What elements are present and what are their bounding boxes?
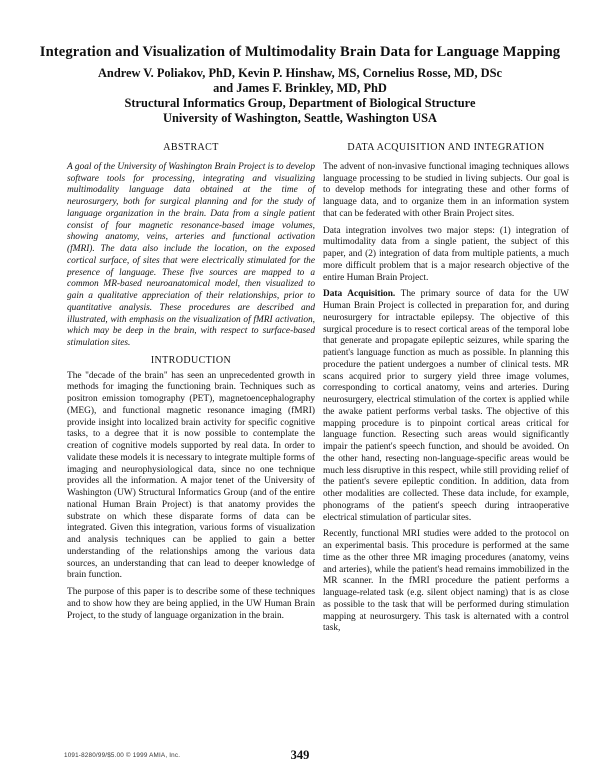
affiliation-line-2: University of Washington, Seattle, Washington USA xyxy=(163,111,437,125)
data-acquisition-paragraph-3-text: The primary source of data for the UW Human Brain Project is collected in preparation for, and during neurosurgery for intractable epilepsy. The objective of this surgical procedure is to resect cortical areas of the temporal lobe that generate and propagate epileptic seizures, while sparing the patient's language function as much as possible. In planning this procedure the patient undergoes a number of clinical tests. MR scans acquired prior to surgery yield three image volumes, corresponding to cortical anatomy, veins and arteries. During neurosurgery, electrical stimulation of the cortex is applied while the awake patient performs verbal tasks. The objective of this mapping procedure is to pinpoint cortical areas critical for language function. Resecting such areas would significantly impair the patient's speech function, and should be avoided. On the other hand, resecting non-language-specific areas would be much less disruptive in this respect, while still providing relief of the patient's severe epileptic condition. In addition, data from other modalities are collected. These data include, for example, phonograms of the patient's speech during intraoperative electrical stimulation of particular sites. xyxy=(323,289,569,523)
author-block xyxy=(0,66,600,126)
left-column xyxy=(67,142,315,627)
introduction-paragraph-2: The purpose of this paper is to describe some of these techniques and to show how they are being applied, in the UW Human Brain Project, to the study of language organization in the brain. xyxy=(67,587,315,621)
data-acquisition-paragraph-1: The advent of non-invasive functional imaging techniques allows language processing to be studied in living subjects. Our goal is to develop methods for integrating these and other forms of language data, and to organize them in an information system that can be federated with other Brain Project sites. xyxy=(323,161,569,219)
data-acquisition-runin-heading: Data Acquisition. xyxy=(323,289,396,300)
abstract-text: A goal of the University of Washington Brain Project is to develop software tools for processing, integrating and visualizing multimodality language data obtained at the time of neurosurgery, both for surgical planning and for the study of language organization in the brain. Data from a single patient consist of four magnetic resonance-based image volumes, showing anatomy, veins, arteries and functional activation (fMRI). The data also include the location, on the exposed cortical surface, of sites that were electrically stimulated for the presence of language. These five sources are mapped to a common MR-based neuroanatomical model, then visualized to gain a qualitative appreciation of their relationships, prior to quantitative analysis. These procedures are described and illustrated, with emphasis on the visualization of fMRI activation, which may be deep in the brain, with respect to surface-based stimulation sites. xyxy=(67,161,315,348)
copyright-footer: 1091-8280/99/$5.00 © 1999 AMIA, Inc. xyxy=(64,752,181,759)
introduction-heading: INTRODUCTION xyxy=(150,354,232,366)
data-acquisition-paragraph-4: Recently, functional MRI studies were added to the protocol on an experimental basis. This procedure is performed at the same time as the other three MR imaging procedures (anatomy, veins and arteries), while the patient's head remains immobilized in the MR scanner. In the fMRI procedure the patient performs a language-related task (e.g. silent object naming) that is as close as possible to the task that will be performed during stimulation mapping at neurosurgery. This task is alternated with a control task, xyxy=(323,529,569,634)
paper-title: Integration and Visualization of Multimodality Brain Data for Language Mapping xyxy=(39,44,561,60)
data-acquisition-paragraph-3 xyxy=(323,289,569,524)
page-number: 349 xyxy=(290,748,310,762)
abstract-heading: ABSTRACT xyxy=(163,142,219,153)
data-acquisition-paragraph-2: Data integration involves two major steps: (1) integration of multimodality data from a single patient, the subject of this paper, and (2) integration of data from multiple patients, a much more difficult problem that is a major research objective of the entire Human Brain Project. xyxy=(323,225,569,283)
right-column xyxy=(323,142,569,640)
data-acquisition-heading: DATA ACQUISITION AND INTEGRATION xyxy=(347,142,545,153)
authors-line-2: and James F. Brinkley, MD, PhD xyxy=(213,81,387,95)
authors-line-1: Andrew V. Poliakov, PhD, Kevin P. Hinshaw, MS, Cornelius Rosse, MD, DSc xyxy=(97,66,502,80)
introduction-paragraph-1: The "decade of the brain" has seen an unprecedented growth in methods for imaging the functioning brain. Techniques such as positron emission tomography (PET), magnetoencephalography (MEG), and functional magnetic resonance imaging (fMRI) provide insight into localized brain activity for specific cognitive tasks, to a degree that it is now possible to contemplate the creation of cognitive models supported by real data. In order to validate these models it is necessary to integrate multiple forms of imaging and neurophysiological data, since no one technique provides all the information. A major tenet of the University of Washington (UW) Structural Informatics Group (and of the entire national Human Brain Project) is that anatomy provides the substrate on which these disparate forms of data can be integrated. Given this integration, various forms of visualization and analysis techniques can be applied to gain a better understanding of the relationships among the various data sources, an understanding that can lead to deeper knowledge of brain function. xyxy=(67,370,315,581)
affiliation-line-1: Structural Informatics Group, Department of Biological Structure xyxy=(124,96,476,110)
